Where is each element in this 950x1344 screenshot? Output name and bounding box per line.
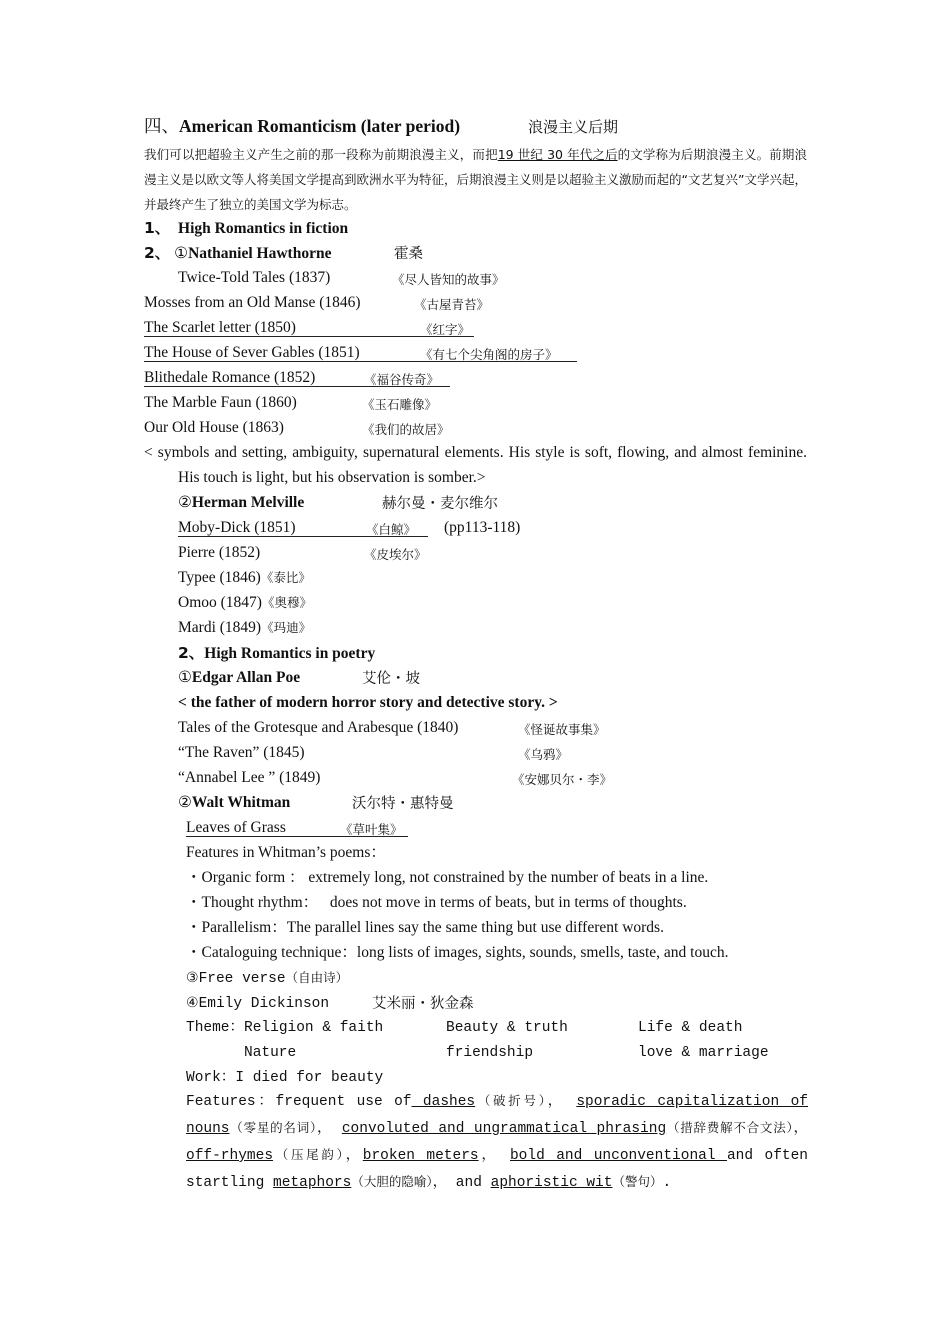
work-title: Moby-Dick (1851) [178,519,296,536]
features-sep: ， [547,1094,577,1110]
features-zh: （大胆的隐喻） [351,1174,433,1189]
work-title: Leaves of Grass [186,819,286,836]
intro-text: 我们可以把超验主义产生之前的那一段称为前期浪漫主义，而把 [144,147,498,162]
work-title: “Annabel Lee ” (1849) [178,769,321,786]
author-name: Emily Dickinson [198,996,330,1012]
work-title-zh: 《有七个尖角阁的房子》 [420,347,558,362]
features-underline: sporadic capitalization of nouns [186,1094,808,1137]
theme-item: love & marriage [638,1045,769,1061]
feature-term: ・Parallelism： [186,919,287,936]
section-title: High Romantics in fiction [178,220,349,237]
work-title-zh: 《白鲸》 [366,522,417,537]
work-title-zh: 《草叶集》 [340,822,403,837]
section-number: 2、 [178,644,205,662]
work-zh: 《泰比》 [260,570,311,585]
marker: ② [178,794,192,811]
author-name: Herman Melville [191,494,305,511]
marker: ① [174,245,189,262]
features-sep: ， and [432,1175,491,1191]
features-underline: broken meters [362,1148,479,1164]
work-title: The Scarlet letter (1850) [144,319,296,336]
work-zh: 《奥穆》 [261,595,312,610]
heading-title: American Romanticism (later period) [179,116,461,136]
dickinson-features [186,1088,808,1196]
features-text: frequent use of [275,1094,412,1110]
theme-item: Life & death [638,1020,743,1036]
whitman-heading [178,793,290,813]
melville-heading [178,493,304,513]
feature-desc: does not move in terms of beats, but in terms of thoughts. [329,894,687,911]
work-en: Typee (1846) [178,569,261,586]
free-verse-zh: （自由诗） [285,970,349,985]
whitman-zh: 沃尔特・惠特曼 [352,796,454,812]
section-poetry-heading [178,643,375,664]
feature-item [186,868,708,888]
work-title: Tales of the Grotesque and Arabesque (1840) [178,719,459,736]
marker: ① [178,669,192,686]
style-note-text: < symbols and setting, ambiguity, supernatural elements. His style is soft, flowing, and almost feminine. His touch is light, but his observation is somber.> [144,444,807,486]
features-sep: ， [478,1148,499,1164]
theme-item: Nature [244,1045,297,1061]
marker: ④ [186,995,199,1011]
work-title [178,568,311,588]
author-name: Nathaniel Hawthorne [188,245,332,262]
work-title: Pierre (1852) [178,544,261,561]
author-name: Walt Whitman [191,794,291,811]
theme-label [186,1018,383,1038]
author-name: Edgar Allan Poe [191,669,301,686]
work-title: The Marble Faun (1860) [144,394,297,411]
feature-desc: The parallel lines say the same thing but use different words. [286,919,664,936]
work-zh: 《玛迪》 [261,620,312,635]
hawthorne-zh: 霍桑 [394,246,423,262]
features-sep: ， [345,1148,363,1164]
features-underline: bold and unconventional [509,1148,727,1164]
poe-note: < the father of modern horror story and detective story. > [178,694,558,711]
features-underline: metaphors [273,1175,352,1191]
work-title-zh: 《皮埃尔》 [364,547,427,562]
feature-desc: extremely long, not constrained by the number of beats in a line. [308,869,709,886]
work-title-zh: 《怪诞故事集》 [518,722,606,737]
free-verse-en: Free verse [198,971,286,987]
work-title-zh: 《古屋青苔》 [414,297,490,312]
feature-term: ・Cataloguing technique： [186,944,357,961]
work-title-zh: 《福谷传奇》 [364,372,440,387]
hawthorne-style-note [144,440,807,490]
theme-item: friendship [446,1045,534,1061]
free-verse-line [186,968,348,989]
section-fiction-heading [144,218,348,239]
features-underline: aphoristic wit [490,1175,613,1191]
features-zh: （零星的名词） [229,1120,318,1135]
features-zh: （破折号） [475,1093,548,1108]
dickinson-zh: 艾米丽・狄金森 [372,996,474,1012]
poe-heading [178,668,300,688]
page-title [144,116,460,138]
work-title: Our Old House (1863) [144,419,284,436]
section-title: High Romantics in poetry [204,645,376,662]
intro-text-end: 的文学称为后期浪漫主义。前期浪漫主义是以欧文等人将美国文学提高到欧洲水平为特征，后期浪漫主义则是以超验主义激励而起的“文艺复兴”文学兴起，并最终产生了独立的美国文学为标志。 [144,147,807,212]
features-zh: （警句） [612,1174,663,1189]
feature-desc: long lists of images, sights, sounds, smells, taste, and touch. [356,944,729,961]
features-underline: off-rhymes [186,1148,274,1164]
intro-underline: 19 世纪 30 年代之后 [497,147,618,162]
features-zh: （措辞费解不合文法） [666,1120,794,1135]
work-title: Twice-Told Tales (1837) [178,269,331,286]
work-title-zh: 《乌鸦》 [518,747,569,762]
work-title: I died for beauty [235,1070,384,1086]
feature-item [186,943,728,963]
theme-item: Beauty & truth [446,1020,568,1036]
dickinson-heading [186,993,329,1014]
work-title: The House of Sever Gables (1851) [144,344,360,361]
work-title-zh: 《红字》 [420,322,471,337]
feature-item [186,893,687,913]
item-number: 2、 [144,244,171,262]
melville-zh: 赫尔曼・麦尔维尔 [382,496,498,512]
features-underline: convoluted and ungrammatical phrasing [341,1121,667,1137]
marker: ② [178,494,192,511]
work-label: Work： [186,1070,236,1086]
heading-number: 四、 [144,117,179,137]
work-title-zh: 《玉石雕像》 [362,397,438,412]
poe-zh: 艾伦・坡 [362,671,420,687]
marker: ③ [186,970,199,986]
work-title: Mosses from an Old Manse (1846) [144,294,361,311]
work-en: Omoo (1847) [178,594,262,611]
work-title-zh: 《我们的故居》 [362,422,450,437]
work-title: “The Raven” (1845) [178,744,305,761]
work-title-zh: 《安娜贝尔・李》 [512,772,613,787]
heading-zh: 浪漫主义后期 [528,118,619,136]
features-title: Features in Whitman’s poems： [186,844,386,861]
theme-item: Religion & faith [244,1020,384,1036]
features-label: Features： [186,1094,276,1110]
section-number: 1、 [144,219,171,237]
features-end: . [662,1175,672,1191]
hawthorne-heading [144,243,331,264]
feature-term: ・Thought rhythm： [186,894,319,911]
work-title: Blithedale Romance (1852) [144,369,316,386]
work-title [178,593,312,613]
features-sep: ， [317,1121,333,1137]
work-title-zh: 《尽人皆知的故事》 [392,272,505,287]
page-reference: (pp113-118) [444,519,521,536]
feature-term: ・Organic form ： [186,869,305,886]
features-underline: dashes [411,1094,476,1110]
features-zh: （压尾韵） [273,1147,346,1162]
feature-item [186,918,664,938]
work-line [186,1068,383,1088]
intro-paragraph [144,142,807,217]
work-title [178,618,311,638]
theme-label-text: Theme： [186,1020,245,1036]
features-sep: ， [793,1121,809,1137]
features-text: and often startling [186,1148,808,1191]
work-en: Mardi (1849) [178,619,262,636]
